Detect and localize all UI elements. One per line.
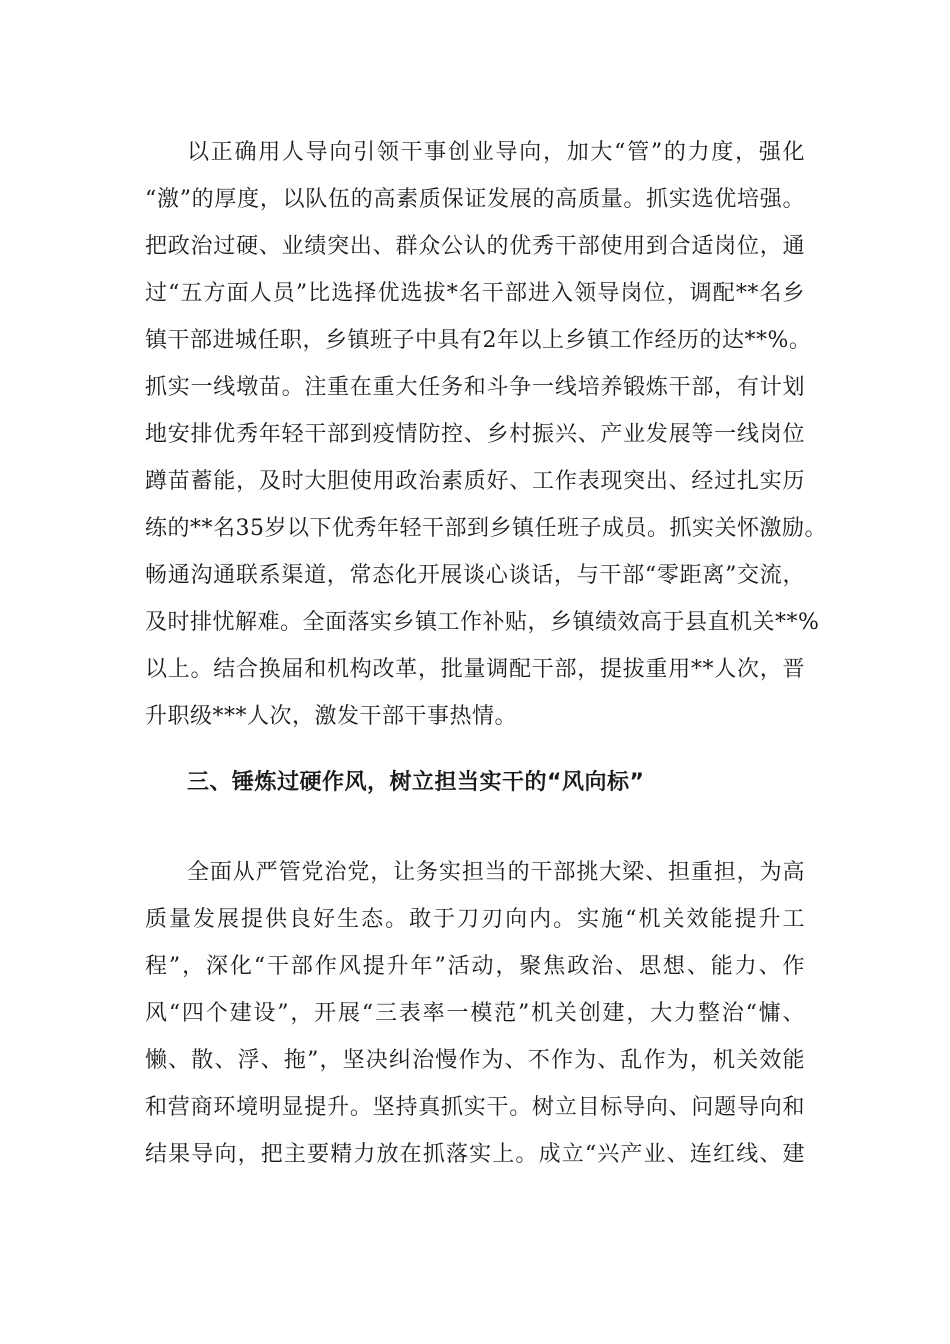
paragraph-line: 升职级***人次，激发干部干事热情。: [145, 704, 518, 729]
paragraph-line: 风“四个建设”，开展“三表率一模范”机关创建，大力整治“慵、: [145, 1001, 805, 1026]
paragraph-line: 以上。结合换届和机构改革，批量调配干部，提拔重用**人次，晋: [145, 657, 805, 682]
paragraph-line: 抓实一线墩苗。注重在重大任务和斗争一线培养锻炼干部，有计划: [145, 375, 805, 400]
paragraph-line: 质量发展提供良好生态。敢于刀刃向内。实施“机关效能提升工: [145, 907, 805, 932]
paragraph-line: 蹲苗蓄能，及时大胆使用政治素质好、工作表现突出、经过扎实历: [145, 469, 805, 494]
paragraph-line: 和营商环境明显提升。坚持真抓实干。树立目标导向、问题导向和: [145, 1095, 805, 1120]
paragraph-line: 程”，深化“干部作风提升年”活动，聚焦政治、思想、能力、作: [145, 954, 805, 979]
paragraph-line: 地安排优秀年轻干部到疫情防控、乡村振兴、产业发展等一线岗位: [145, 422, 805, 447]
paragraph-line: 练的**名35岁以下优秀年轻干部到乡镇任班子成员。抓实关怀激励。: [145, 516, 827, 541]
paragraph-line: 畅通沟通联系渠道，常态化开展谈心谈话，与干部“零距离”交流，: [145, 563, 805, 588]
paragraph-line: 全面从严管党治党，让务实担当的干部挑大梁、担重担，为高: [187, 860, 805, 885]
paragraph-line: 懒、散、浮、拖”，坚决纠治慢作为、不作为、乱作为，机关效能: [145, 1048, 805, 1073]
section-heading: 三、锤炼过硬作风，树立担当实干的“风向标”: [187, 770, 645, 795]
paragraph-line: 把政治过硬、业绩突出、群众公认的优秀干部使用到合适岗位，通: [145, 234, 805, 259]
paragraph-line: 过“五方面人员”比选择优选拔*名干部进入领导岗位，调配**名乡: [145, 281, 805, 306]
paragraph-line: 以正确用人导向引领干事创业导向，加大“管”的力度，强化: [187, 140, 805, 165]
paragraph-line: 结果导向，把主要精力放在抓落实上。成立“兴产业、连红线、建: [145, 1142, 805, 1167]
paragraph-line: “激”的厚度，以队伍的高素质保证发展的高质量。抓实选优培强。: [145, 187, 805, 212]
paragraph-line: 及时排忧解难。全面落实乡镇工作补贴，乡镇绩效高于县直机关**%: [145, 610, 820, 635]
paragraph-line: 镇干部进城任职，乡镇班子中具有2年以上乡镇工作经历的达**%。: [145, 328, 812, 353]
